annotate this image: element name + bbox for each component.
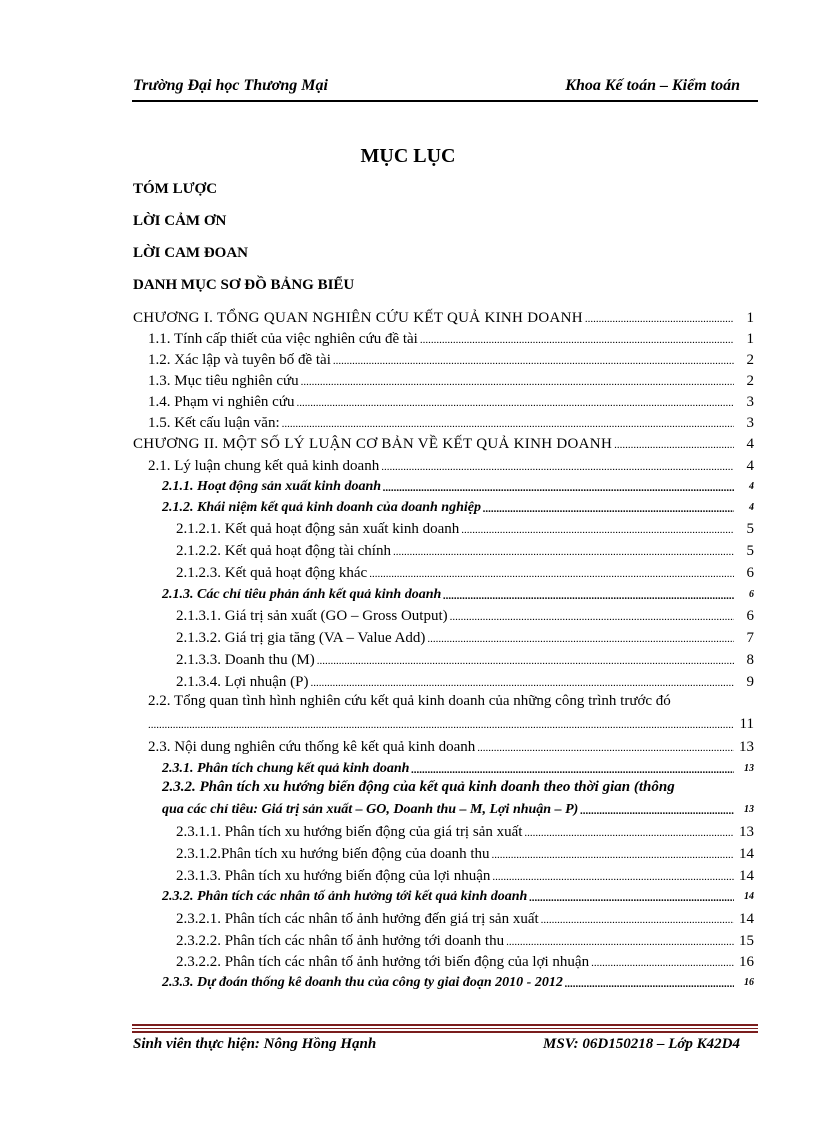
toc-page-number: 14 bbox=[739, 868, 754, 884]
toc-entry bbox=[176, 671, 754, 691]
toc-entry-text: 2.1.3. Các chỉ tiêu phản ánh kết quả kinh doanh bbox=[162, 587, 442, 602]
toc-page-number: 8 bbox=[746, 652, 754, 668]
toc-leader bbox=[585, 312, 734, 327]
toc-leader bbox=[383, 481, 734, 496]
toc-entry bbox=[162, 584, 754, 604]
toc-leader bbox=[420, 333, 734, 348]
toc-page-number: 13 bbox=[744, 804, 754, 815]
toc-leader bbox=[477, 741, 734, 756]
toc-entry-text: 2.3.1.1. Phân tích xu hướng biến động của giá trị sản xuất bbox=[176, 824, 523, 840]
toc-page-number: 2 bbox=[746, 352, 754, 368]
toc-entry bbox=[176, 951, 754, 971]
toc-entry bbox=[148, 349, 754, 369]
toc-leader bbox=[483, 502, 734, 517]
toc-entry bbox=[148, 370, 754, 390]
toc-leader bbox=[311, 676, 734, 691]
toc-page-number: 15 bbox=[739, 933, 754, 949]
header-department: Khoa Kế toán – Kiểm toán bbox=[565, 77, 740, 94]
toc-entry-text: 2.1.1. Hoạt động sản xuất kinh doanh bbox=[162, 479, 382, 494]
toc-leader bbox=[296, 396, 734, 411]
footer-rule bbox=[132, 1028, 758, 1029]
toc-leader bbox=[333, 354, 734, 369]
toc-entry bbox=[162, 886, 754, 906]
toc-leader bbox=[541, 913, 734, 928]
toc-page-number: 9 bbox=[746, 674, 754, 690]
header-rule bbox=[132, 100, 758, 102]
toc-entry-text: 1.5. Kết cấu luận văn: bbox=[148, 415, 280, 431]
footer-rule bbox=[132, 1024, 758, 1026]
toc-page-number: 5 bbox=[746, 521, 754, 537]
toc-page-number: 16 bbox=[739, 954, 754, 970]
toc-entry-text: 2.3.2.1. Phân tích các nhân tố ảnh hưởng đến giá trị sản xuất bbox=[176, 911, 539, 927]
toc-entry bbox=[176, 649, 754, 669]
toc-page-number: 6 bbox=[746, 608, 754, 624]
toc-entry-text: 1.4. Phạm vi nghiên cứu bbox=[148, 394, 295, 410]
toc-page-number: 14 bbox=[739, 846, 754, 862]
toc-entry bbox=[148, 455, 754, 475]
toc-chapter-2 bbox=[133, 433, 754, 453]
toc-entry bbox=[176, 843, 754, 863]
front-item-loi-cam-doan: LỜI CAM ĐOAN bbox=[133, 245, 248, 261]
toc-page-number: 11 bbox=[739, 716, 754, 732]
toc-leader bbox=[369, 567, 734, 582]
toc-entry-text: 2.1.2.2. Kết quả hoạt động tài chính bbox=[176, 543, 391, 559]
footer-student-id: MSV: 06D150218 – Lớp K42D4 bbox=[543, 1036, 740, 1052]
toc-entry-text: 2.3.1. Phân tích chung kết quả kinh doanh bbox=[162, 761, 410, 776]
toc-entry-text: qua các chỉ tiêu: Giá trị sản xuất – GO, Doanh thu – M, Lợi nhuận – P) bbox=[162, 802, 579, 817]
toc-leader bbox=[565, 977, 734, 992]
toc-entry bbox=[148, 412, 754, 432]
toc-leader bbox=[301, 375, 734, 390]
toc-leader bbox=[529, 891, 734, 906]
toc-entry bbox=[176, 627, 754, 647]
toc-entry-text: 2.1. Lý luận chung kết quả kinh doanh bbox=[148, 458, 380, 474]
toc-leader bbox=[411, 763, 734, 778]
toc-page-number: 4 bbox=[746, 436, 754, 452]
toc-page-number: 1 bbox=[746, 310, 754, 326]
toc-entry-text: CHƯƠNG I. TỔNG QUAN NGHIÊN CỨU KẾT QUẢ KINH DOANH bbox=[133, 310, 583, 326]
toc-entry-text: 2.1.2.3. Kết quả hoạt động khác bbox=[176, 565, 368, 581]
toc-leader bbox=[427, 632, 734, 647]
toc-entry-text: 2.1.2.1. Kết quả hoạt động sản xuất kinh doanh bbox=[176, 521, 460, 537]
toc-entry bbox=[176, 540, 754, 560]
toc-page-number: 6 bbox=[749, 589, 754, 600]
toc-page-number: 6 bbox=[746, 565, 754, 581]
toc-entry-text: 2.1.3.3. Doanh thu (M) bbox=[176, 652, 315, 668]
toc-entry-text: CHƯƠNG II. MỘT SỐ LÝ LUẬN CƠ BẢN VỀ KẾT QUẢ KINH DOANH bbox=[133, 436, 613, 452]
toc-entry-text: 2.1.3.1. Giá trị sản xuất (GO – Gross Output) bbox=[176, 608, 448, 624]
toc-page-number: 14 bbox=[744, 891, 754, 902]
toc-entry-text: 2.1.3.2. Giá trị gia tăng (VA – Value Add) bbox=[176, 630, 426, 646]
toc-entry bbox=[162, 497, 754, 517]
toc-entry-text: 2.3.1.2.Phân tích xu hướng biến động của doanh thu bbox=[176, 846, 490, 862]
toc-leader bbox=[506, 935, 734, 950]
toc-leader bbox=[591, 956, 734, 971]
toc-entry bbox=[148, 391, 754, 411]
toc-entry-continuation bbox=[148, 713, 754, 733]
toc-entry-text: 1.1. Tính cấp thiết của việc nghiên cứu đề tài bbox=[148, 331, 418, 347]
toc-leader bbox=[282, 417, 734, 432]
toc-entry-text: 2.3.3. Dự đoán thống kê doanh thu của công ty giai đoạn 2010 - 2012 bbox=[162, 975, 563, 990]
toc-entry-text: 2.1.2. Khái niệm kết quả kinh doanh của doanh nghiệp bbox=[162, 500, 481, 515]
toc-leader bbox=[461, 523, 734, 538]
toc-page-number: 4 bbox=[749, 481, 754, 492]
toc-entry bbox=[176, 518, 754, 538]
toc-leader bbox=[393, 545, 734, 560]
toc-leader bbox=[492, 848, 734, 863]
toc-page-number: 1 bbox=[746, 331, 754, 347]
toc-leader bbox=[317, 654, 734, 669]
toc-page-number: 7 bbox=[746, 630, 754, 646]
toc-entry-text: 2.3. Nội dung nghiên cứu thống kê kết quả kinh doanh bbox=[148, 739, 476, 755]
toc-leader bbox=[443, 589, 734, 604]
toc-page-number: 16 bbox=[744, 977, 754, 988]
toc-entry bbox=[162, 972, 754, 992]
front-item-loi-cam-on: LỜI CẢM ƠN bbox=[133, 213, 227, 229]
toc-page-number: 13 bbox=[739, 824, 754, 840]
toc-leader bbox=[450, 610, 734, 625]
toc-entry-text: 2.3.2.2. Phân tích các nhân tố ảnh hưởng tới doanh thu bbox=[176, 933, 505, 949]
toc-leader bbox=[381, 460, 734, 475]
footer-rule bbox=[132, 1031, 758, 1033]
toc-entry bbox=[176, 605, 754, 625]
toc-page-number: 13 bbox=[739, 739, 754, 755]
header-school: Trường Đại học Thương Mại bbox=[133, 77, 328, 94]
toc-entry bbox=[176, 930, 754, 950]
toc-page-number: 14 bbox=[739, 911, 754, 927]
toc-entry bbox=[176, 562, 754, 582]
toc-leader bbox=[524, 826, 734, 841]
toc-entry-text: 2.3.2. Phân tích các nhân tố ảnh hưởng tới kết quả kinh doanh bbox=[162, 889, 528, 904]
toc-entry-continuation bbox=[162, 799, 754, 819]
toc-leader bbox=[580, 804, 734, 819]
toc-entry-text: 1.2. Xác lập và tuyên bố đề tài bbox=[148, 352, 331, 368]
toc-page-number: 5 bbox=[746, 543, 754, 559]
footer-student: Sinh viên thực hiện: Nông Hồng Hạnh bbox=[133, 1036, 377, 1052]
toc-entry bbox=[162, 758, 754, 778]
toc-page-number: 13 bbox=[744, 763, 754, 774]
toc-entry bbox=[148, 736, 754, 756]
toc-entry-text: 2.3.1.3. Phân tích xu hướng biến động của lợi nhuận bbox=[176, 868, 491, 884]
toc-entry-text: 2.2. Tổng quan tình hình nghiên cứu kết quả kinh doanh của những công trình trước đó bbox=[148, 693, 671, 709]
toc-entry-text: 1.3. Mục tiêu nghiên cứu bbox=[148, 373, 299, 389]
toc-page-number: 3 bbox=[746, 415, 754, 431]
toc-leader bbox=[614, 438, 734, 453]
toc-entry bbox=[176, 865, 754, 885]
toc-entry bbox=[162, 476, 754, 496]
toc-entry-text: 2.3.2. Phân tích xu hướng biến động của kết quả kinh doanh theo thời gian (thông bbox=[162, 779, 675, 795]
toc-chapter-1 bbox=[133, 307, 754, 327]
toc-entry bbox=[148, 328, 754, 348]
toc-entry bbox=[176, 908, 754, 928]
toc-page-number: 3 bbox=[746, 394, 754, 410]
page-title: MỤC LỤC bbox=[360, 145, 456, 167]
front-item-danh-muc: DANH MỤC SƠ ĐỒ BẢNG BIỂU bbox=[133, 277, 355, 293]
toc-page-number: 2 bbox=[746, 373, 754, 389]
toc-entry bbox=[176, 821, 754, 841]
toc-entry-text: 2.1.3.4. Lợi nhuận (P) bbox=[176, 674, 309, 690]
toc-page-number: 4 bbox=[749, 502, 754, 513]
toc-page-number: 4 bbox=[746, 458, 754, 474]
toc-leader bbox=[148, 718, 734, 733]
toc-leader bbox=[492, 870, 734, 885]
toc-entry-text: 2.3.2.2. Phân tích các nhân tố ảnh hưởng tới biến động của lợi nhuận bbox=[176, 954, 590, 970]
front-item-tom-luoc: TÓM LƯỢC bbox=[133, 181, 218, 197]
